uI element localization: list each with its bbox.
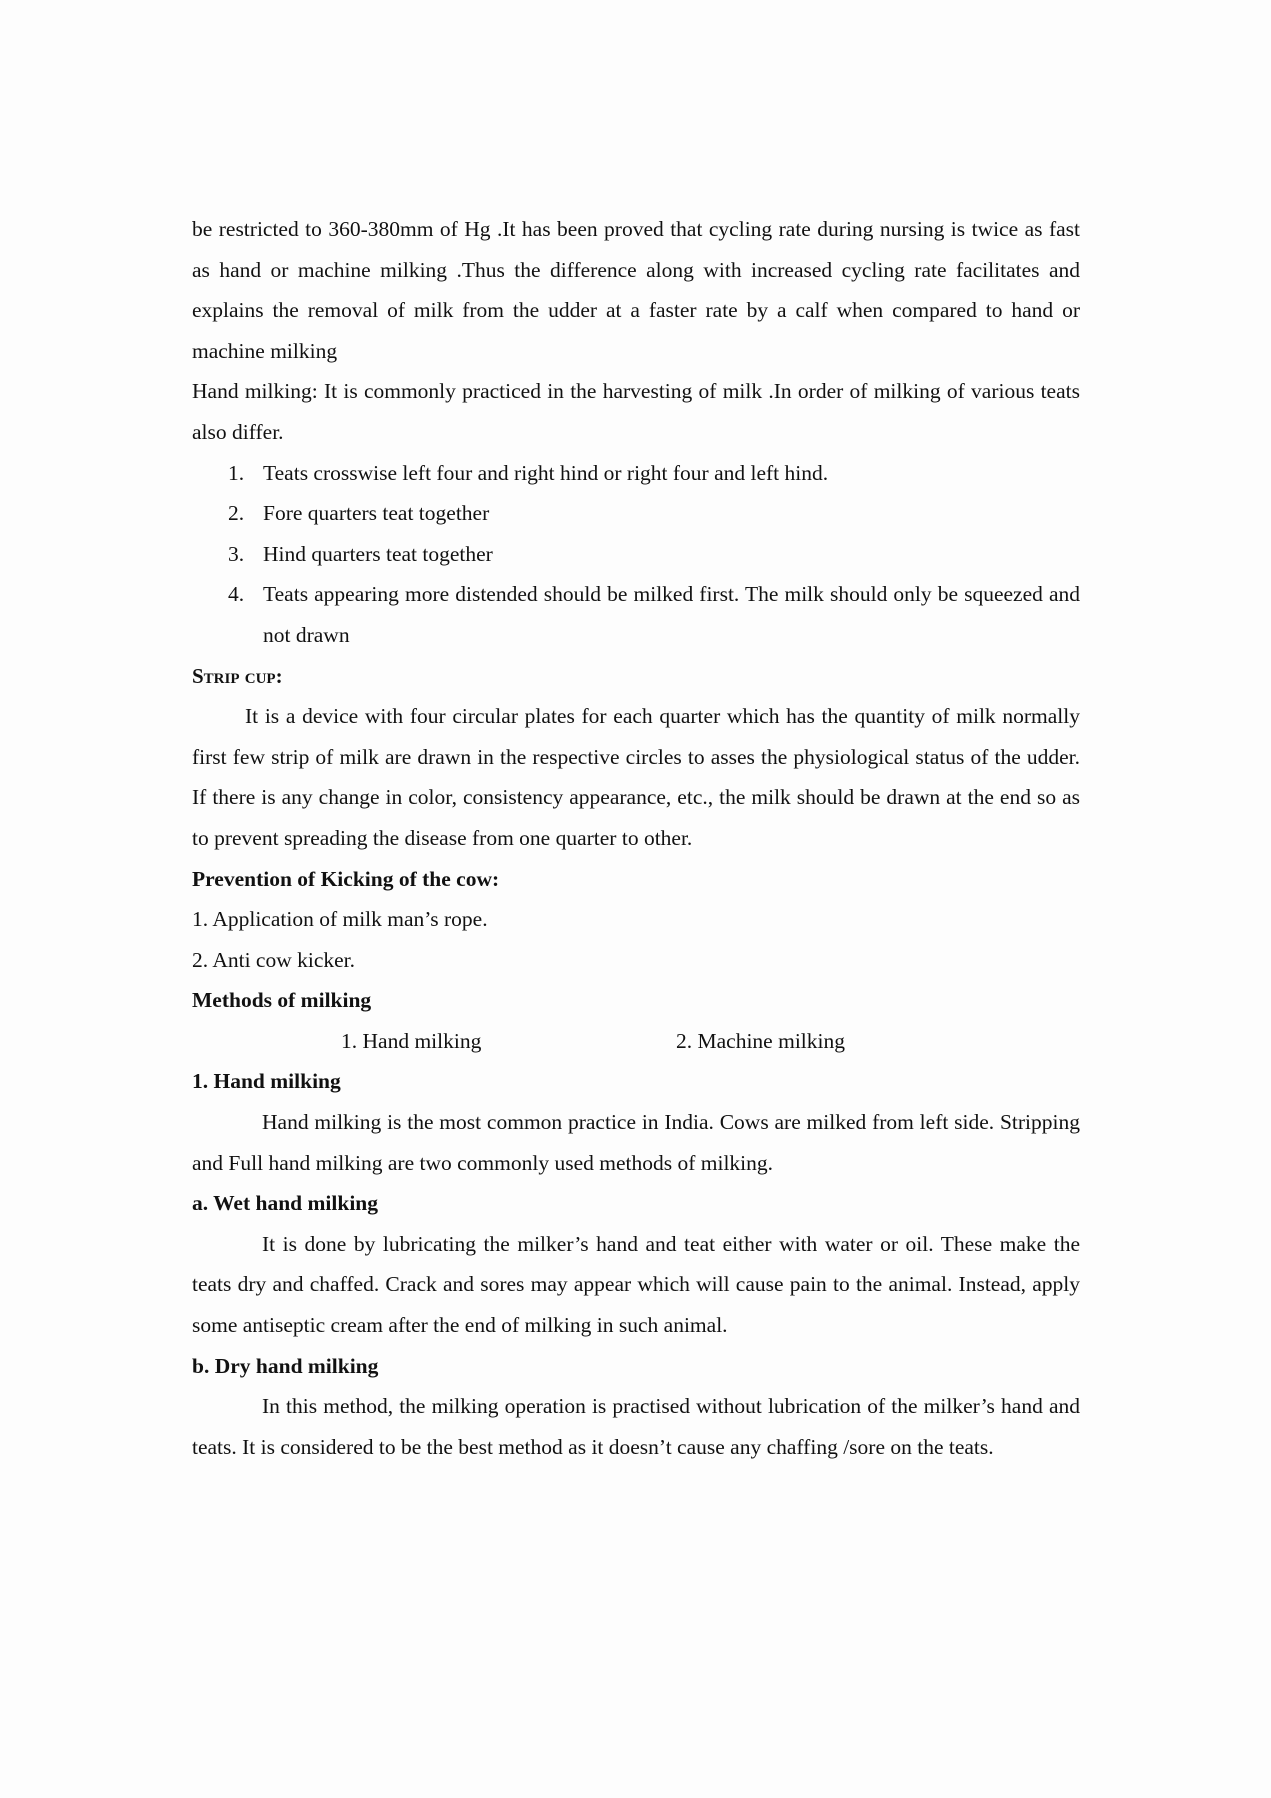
list-text: Teats crosswise left four and right hind or right four and left hind. xyxy=(263,460,829,485)
strip-cup-heading: Strip cup: xyxy=(192,663,283,688)
hand-milking-heading: 1. Hand milking xyxy=(192,1069,341,1094)
dry-hand-milking-heading: b. Dry hand milking xyxy=(192,1353,379,1378)
teat-order-list xyxy=(192,453,1080,656)
wet-hand-milking-body: It is done by lubricating the milker’s hand and teat either with water or oil. These make the teats dry and chaffed. Crack and sores may appear which will cause pain to the animal. Instead, apply some antiseptic cream after the end of milking in such animal. xyxy=(192,1231,1080,1338)
list-item xyxy=(192,453,1080,494)
document-page xyxy=(192,209,1080,1467)
list-text: Fore quarters teat together xyxy=(263,501,490,526)
method-option-machine: 2. Machine milking xyxy=(676,1028,845,1053)
hand-milking-intro: Hand milking: It is commonly practiced in the harvesting of milk .In order of milking of various teats also differ. xyxy=(192,379,1080,444)
wet-hand-milking-heading: a. Wet hand milking xyxy=(192,1191,378,1216)
list-number: 3. xyxy=(228,541,245,566)
list-item xyxy=(192,493,1080,534)
list-item xyxy=(192,534,1080,575)
list-number: 4. xyxy=(228,582,245,607)
list-text: Hind quarters teat together xyxy=(263,541,493,566)
hand-milking-body: Hand milking is the most common practice in India. Cows are milked from left side. Stripping and Full hand milking are two commonly used methods of milking. xyxy=(192,1110,1080,1175)
dry-hand-milking-body: In this method, the milking operation is practised without lubrication of the milker’s hand and teats. It is considered to be the best method as it doesn’t cause any chaffing /sore on the teats. xyxy=(192,1394,1080,1459)
strip-cup-body: It is a device with four circular plates for each quarter which has the quantity of milk normally first few strip of milk are drawn in the respective circles to asses the physiological status of the udder. If there is any change in color, consistency appearance, etc., the milk should be drawn at the end so as to prevent spreading the disease from one quarter to other. xyxy=(192,704,1080,850)
intro-paragraph: be restricted to 360-380mm of Hg .It has been proved that cycling rate during nursing is twice as fast as hand or machine milking .Thus the difference along with increased cycling rate facilitates and explains the removal of milk from the udder at a faster rate by a calf when compared to hand or machine milking xyxy=(192,217,1080,363)
list-number: 2. xyxy=(228,501,245,526)
list-text: Teats appearing more distended should be milked first. The milk should only be squeezed and not drawn xyxy=(263,582,1080,647)
prevention-item: 1. Application of milk man’s rope. xyxy=(192,907,488,932)
list-item xyxy=(192,574,1080,655)
list-number: 1. xyxy=(228,460,245,485)
prevention-item: 2. Anti cow kicker. xyxy=(192,947,356,972)
method-option-hand: 1. Hand milking xyxy=(341,1028,482,1053)
methods-options xyxy=(192,1021,1080,1062)
methods-heading: Methods of milking xyxy=(192,988,372,1013)
prevention-kicking-heading: Prevention of Kicking of the cow: xyxy=(192,866,500,891)
